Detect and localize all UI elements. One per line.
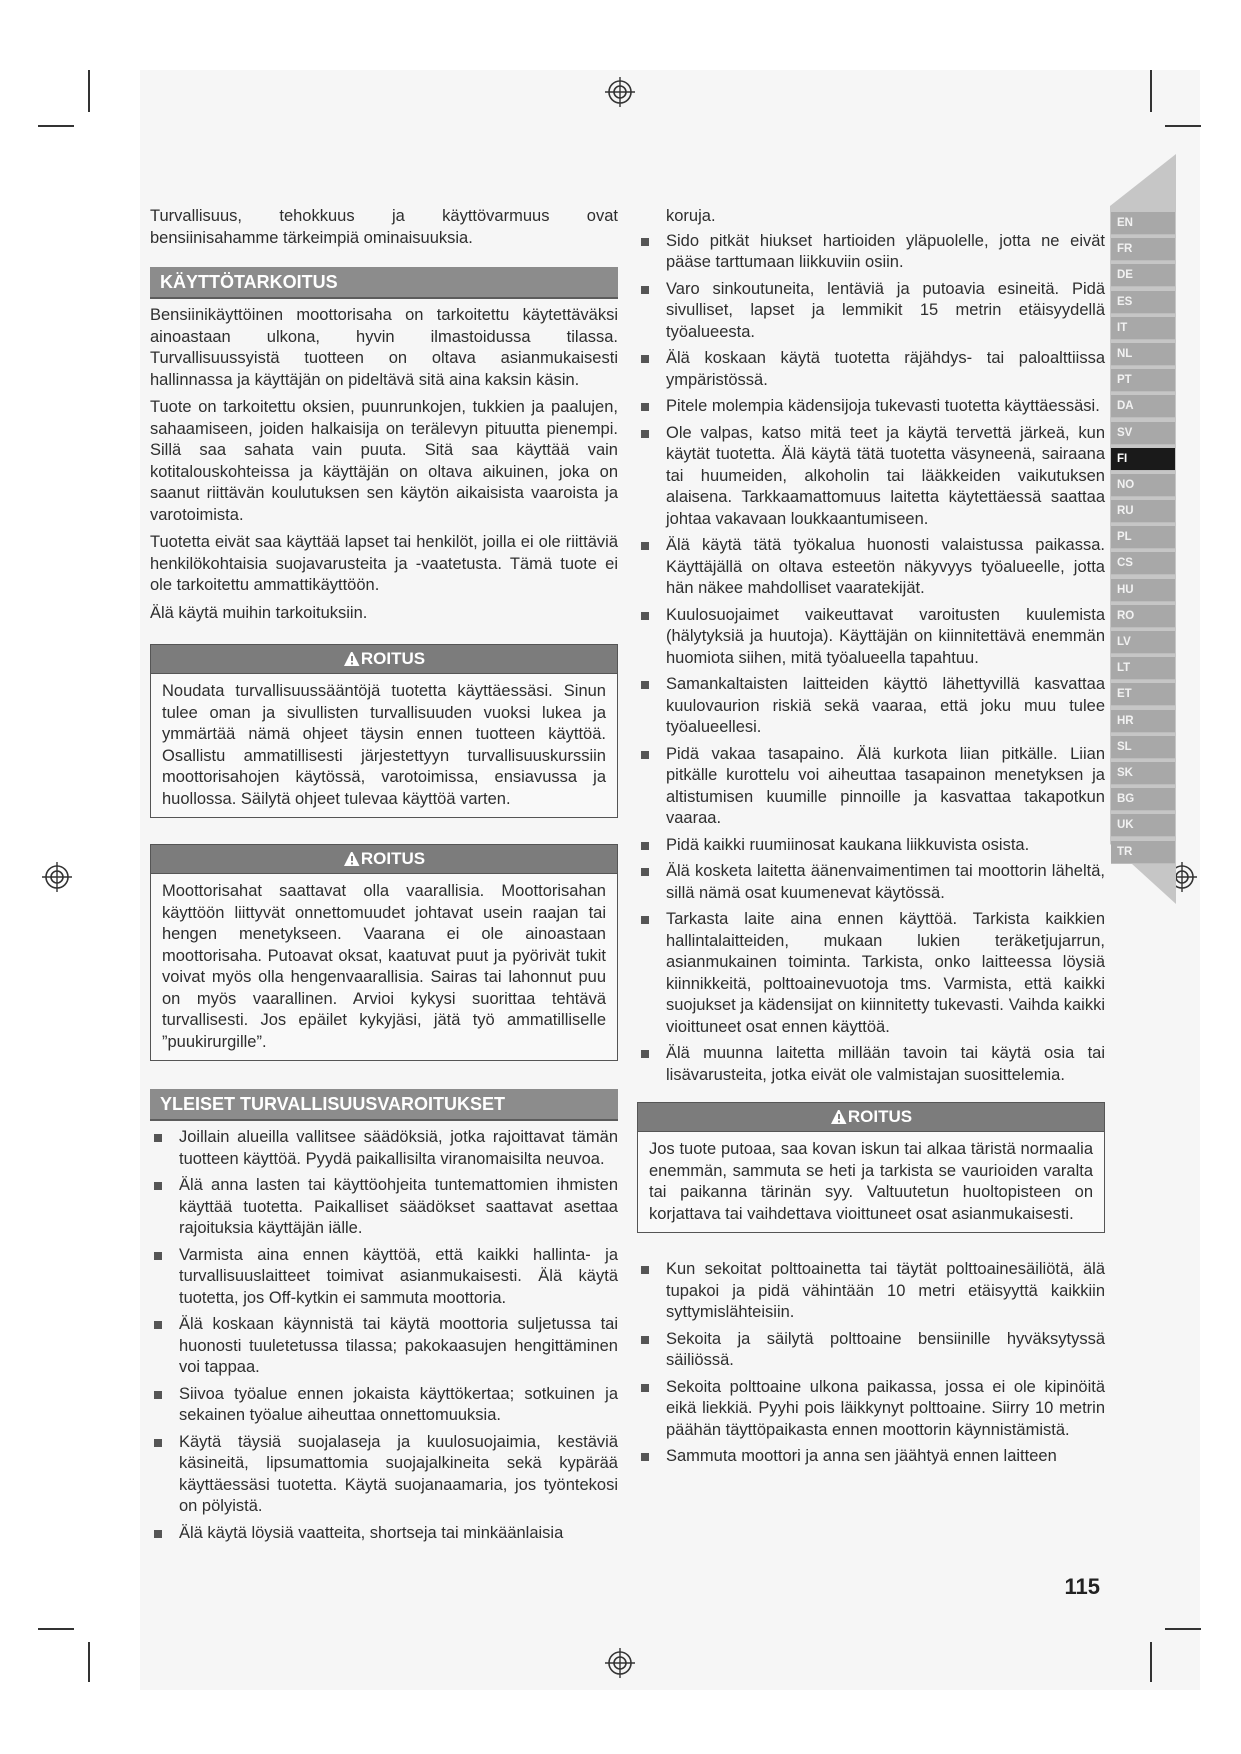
crop-mark [1150,70,1152,112]
body-paragraph: Tuote on tarkoitettu oksien, puunrunkojen, tukkien ja paalujen, sahaamiseen, joiden halkaisija on terälevyn pituutta pienempi. Sillä saa sahata vain puuta. Sitä saa käyttää vain kotitalouskohteissa ja käyttäjän on oltava aikuinen, joka on saanut riittävän koulutuksen sen käytön aikaisista vaaroista ja varotoimista. [150,398,618,524]
right-column [637,206,1105,1473]
intro-paragraph: Turvallisuus, tehokkuus ja käyttövarmuus ovat bensiinisahamme tärkeimpiä ominaisuuksia. [150,207,618,247]
list-item: Älä koskaan käytä tuotetta räjähdys- tai paloalttiissa ympäristössä. [637,348,1105,391]
language-tab-it[interactable]: IT [1111,317,1175,340]
list-item: Sekoita ja säilytä polttoaine bensiinille hyväksytyssä säiliössä. [637,1329,1105,1372]
continued-text: koruja. [666,207,716,225]
warning-title: ROITUS [151,645,617,674]
bullet-square-icon [641,1453,649,1461]
list-item: Älä kosketa laitetta äänenvaimentimen tai moottorin läheltä, sillä nämä osat kuumenevat käytössä. [637,861,1105,904]
language-tab-es[interactable]: ES [1111,291,1175,314]
bullet-square-icon [154,1321,162,1329]
bullet-square-icon [641,868,649,876]
language-tab-tr[interactable]: TR [1111,841,1175,864]
warning-text: Moottorisahat saattavat olla vaarallisia. Moottorisahan käyttöön liittyvät onnettomuudet johtavat usein raajan tai hengen menetykseen. Vaarana ei ole ainoastaan moottorisaha. Putoavat oksat, kaatuvat puut ja pyörivät tukit voivat myös olla hengenvaarallisia. Sairas tai lahonnut puu on myös vaarallinen. Arvioi kykysi suorittaa tehtävä turvallisesti. Jos epäilet kykyjäsi, jätä työ ammatilliselle ”puukirurgille”. [162,882,606,1051]
crop-mark [1165,125,1201,127]
list-item: Pitele molempia kädensijoja tukevasti tuotetta käyttäessäsi. [637,396,1105,418]
list-item: Ole valpas, katso mitä teet ja käytä tervettä järkeä, kun käytät tuotetta. Älä käytä tätä tuotetta väsyneenä, sairaana tai huumeiden, alkoholin tai lääkkeiden vaikutuksen alaisena. Tarkkaamattomuus laitetta käytettäessä saattaa johtaa vakavaan loukkaantumiseen. [637,423,1105,531]
bullet-square-icon [641,1050,649,1058]
list-item: Pidä kaikki ruumiinosat kaukana liikkuvista osista. [637,835,1105,857]
list-item: Älä käytä tätä työkalua huonosti valaistussa paikassa. Käyttäjällä on oltava esteetön näkyvyys työalueelle, jotta hän näkee mahdolliset vaaratekijät. [637,535,1105,600]
language-tab-en[interactable]: EN [1111,212,1175,235]
bullet-square-icon [641,1266,649,1274]
registration-mark-icon [42,862,72,892]
language-tab-bg[interactable]: BG [1111,788,1175,811]
section-heading-general-safety: YLEISET TURVALLISUUSVAROITUKSET [150,1089,618,1121]
left-column [150,206,618,1549]
language-tab-lt[interactable]: LT [1111,657,1175,680]
crop-mark [38,125,74,127]
list-item: Älä anna lasten tai käyttöohjeita tuntemattomien ihmisten käyttää tuotetta. Paikalliset säädökset saattavat asettaa rajoituksia käyttäjän iälle. [150,1175,618,1240]
bullet-square-icon [641,355,649,363]
warning-box [150,844,618,1061]
bullet-square-icon [641,916,649,924]
language-tab-de[interactable]: DE [1111,264,1175,287]
list-item: Varo sinkoutuneita, lentäviä ja putoavia esineitä. Pidä sivulliset, lapset ja lemmikit 15 metrin etäisyydellä työalueesta. [637,279,1105,344]
language-tab-cs[interactable]: CS [1111,552,1175,575]
list-item: Älä koskaan käynnistä tai käytä moottoria suljetussa tai huonosti tuuletetussa tilassa; pakokaasujen hengittäminen voi tappaa. [150,1314,618,1379]
list-item: Siivoa työalue ennen jokaista käyttökertaa; sotkuinen ja sekainen työalue aiheuttaa onnettomuuksia. [150,1384,618,1427]
bullet-square-icon [154,1252,162,1260]
section-heading-intended-use: KÄYTTÖTARKOITUS [150,267,618,299]
body-paragraph: Bensiinikäyttöinen moottorisaha on tarkoitettu käytettäväksi ainoastaan ulkona, hyvin ilmastoidussa tilassa. Turvallisuussyistä tuotteen on oltava asianmukaisesti hallinnassa ja käyttäjän on pideltävä sitä aina kaksin käsin. [150,306,618,389]
language-tab-et[interactable]: ET [1111,683,1175,706]
language-tab-ru[interactable]: RU [1111,500,1175,523]
bullet-square-icon [154,1439,162,1447]
bullet-square-icon [641,403,649,411]
language-tab-nl[interactable]: NL [1111,343,1175,366]
warning-title: ROITUS [151,845,617,874]
bullet-square-icon [641,681,649,689]
list-item: Kun sekoitat polttoainetta tai täytät polttoainesäiliötä, älä tupakoi ja pidä vähintään 10 metri etäisyyttä kaikkiin syttymislähteisiin. [637,1259,1105,1324]
language-tab-hu[interactable]: HU [1111,579,1175,602]
page-number: 115 [1064,1574,1100,1599]
warning-text: Noudata turvallisuussääntöjä tuotetta käyttäessäsi. Sinun tulee oman ja sivullisten turvallisuuden vuoksi lukea ja ymmärtää nämä ohjeet täysin ennen tuotteen käyttöä. Osallistu ammatillisesti järjestettyyn turvallisuuskurssiin moottorisahojen käytössä, varotoimissa, ensiavussa ja huollossa. Säilytä ohjeet tulevaa käyttöä varten. [162,682,606,808]
crop-mark [1165,1628,1201,1630]
safety-bullet-list [637,231,1105,1087]
bullet-square-icon [641,751,649,759]
language-tab-sl[interactable]: SL [1111,736,1175,759]
language-tab-hr[interactable]: HR [1111,710,1175,733]
safety-bullet-list [150,1127,618,1544]
bullet-square-icon [641,286,649,294]
bullet-square-icon [154,1182,162,1190]
language-tab-no[interactable]: NO [1111,474,1175,497]
bullet-square-icon [641,238,649,246]
crop-mark [38,1628,74,1630]
body-paragraph: Älä käytä muihin tarkoituksiin. [150,603,368,622]
language-tabs [1111,212,1175,867]
list-item: Käytä täysiä suojalaseja ja kuulosuojaimia, kestäviä käsineitä, lipsumattomia suojajalkineita sekä kypärää käyttäessäsi tuotetta. Käytä suojanaamaria, jos työntekosi on pölyistä. [150,1432,618,1518]
list-item: Samankaltaisten laitteiden käyttö lähettyvillä kasvattaa kuulovaurion riskiä sekä vaaraa, että joku muu tulee työalueellesi. [637,674,1105,739]
language-tab-pl[interactable]: PL [1111,526,1175,549]
language-tab-lv[interactable]: LV [1111,631,1175,654]
warning-text: Jos tuote putoaa, saa kovan iskun tai alkaa täristä normaalia enemmän, sammuta se heti ja tarkista se vaurioiden varalta tai paikanna tärinän syy. Valtuutetun huoltopisteen on korjattava tai vaihdettava vioittuneet osat asianmukaisesti. [649,1140,1093,1223]
bullet-square-icon [641,842,649,850]
registration-mark-icon [605,1648,635,1678]
bullet-square-icon [641,542,649,550]
bullet-square-icon [154,1134,162,1142]
crop-mark [88,70,90,112]
crop-mark [88,1642,90,1682]
list-item: Älä käytä löysiä vaatteita, shortseja tai minkäänlaisia [150,1523,618,1545]
crop-mark [1150,1642,1152,1682]
warning-box [150,644,618,818]
body-paragraph: Tuotetta eivät saa käyttää lapset tai henkilöt, joilla ei ole riittäviä henkilökohtaisia suojavarusteita ja -vaatetusta. Tämä tuote ei ole tarkoitettu ammattikäyttöön. [150,533,618,594]
language-tab-pt[interactable]: PT [1111,369,1175,392]
list-item: Varmista aina ennen käyttöä, että kaikki hallinta- ja turvallisuuslaitteet toimivat asianmukaisesti. Älä käytä tuotetta, jos Off-kytkin ei sammuta moottoria. [150,1245,618,1310]
warning-title: ROITUS [638,1103,1104,1132]
language-tab-fr[interactable]: FR [1111,238,1175,261]
bullet-square-icon [641,1384,649,1392]
fuel-bullet-list [637,1259,1105,1468]
bullet-square-icon [641,430,649,438]
list-item: Sammuta moottori ja anna sen jäähtyä ennen laitteen [637,1446,1105,1468]
list-item: Sido pitkät hiukset hartioiden yläpuolelle, jotta ne eivät pääse tarttumaan liikkuviin osiin. [637,231,1105,274]
bullet-square-icon [641,1336,649,1344]
language-tab-sv[interactable]: SV [1111,422,1175,445]
list-item: Kuulosuojaimet vaikeuttavat varoitusten kuulemista (hälytyksiä ja huutoja). Käyttäjän on kiinnitettävä enemmän huomiota siihen, mitä työalueella tapahtuu. [637,605,1105,670]
list-item: Joillain alueilla vallitsee säädöksiä, jotka rajoittavat tämän tuotteen käyttöä. Pyydä paikallisilta viranomaisilta neuvoa. [150,1127,618,1170]
list-item: Tarkasta laite aina ennen käyttöä. Tarkista kaikkien hallintalaitteiden, mukaan lukien teräketjujarrun, asianmukainen toiminta. Tarkista, onko laitteessa löysiä kiinnikkeitä, polttoainevuotoja tms. Varmista, että kaikki suojukset ja kädensijat on kiinnitetty tukevasti. Vaihda kaikki vioittuneet osat ennen käyttöä. [637,909,1105,1038]
language-tab-fi[interactable]: FI [1111,448,1175,471]
list-item: Pidä vakaa tasapaino. Älä kurkota liian pitkälle. Liian pitkälle kurottelu voi aiheuttaa tasapainon menetyksen ja altistumisen kuumille pinnoille ja kasvattaa takapotkun vaaraa. [637,744,1105,830]
language-tab-sk[interactable]: SK [1111,762,1175,785]
bullet-square-icon [641,612,649,620]
registration-mark-icon [605,77,635,107]
warning-box [637,1102,1105,1233]
bullet-square-icon [154,1530,162,1538]
list-item: Älä muunna laitetta millään tavoin tai käytä osia tai lisävarusteita, jotka eivät ole valmistajan suosittelemia. [637,1043,1105,1086]
list-item: Sekoita polttoaine ulkona paikassa, jossa ei ole kipinöitä eikä liekkiä. Pyyhi pois läikkynyt polttoaine. Siirry 10 metrin päähän täyttöpaikasta ennen moottorin käynnistämistä. [637,1377,1105,1442]
language-tab-uk[interactable]: UK [1111,814,1175,837]
language-tab-da[interactable]: DA [1111,395,1175,418]
language-tab-ro[interactable]: RO [1111,605,1175,628]
bullet-square-icon [154,1391,162,1399]
